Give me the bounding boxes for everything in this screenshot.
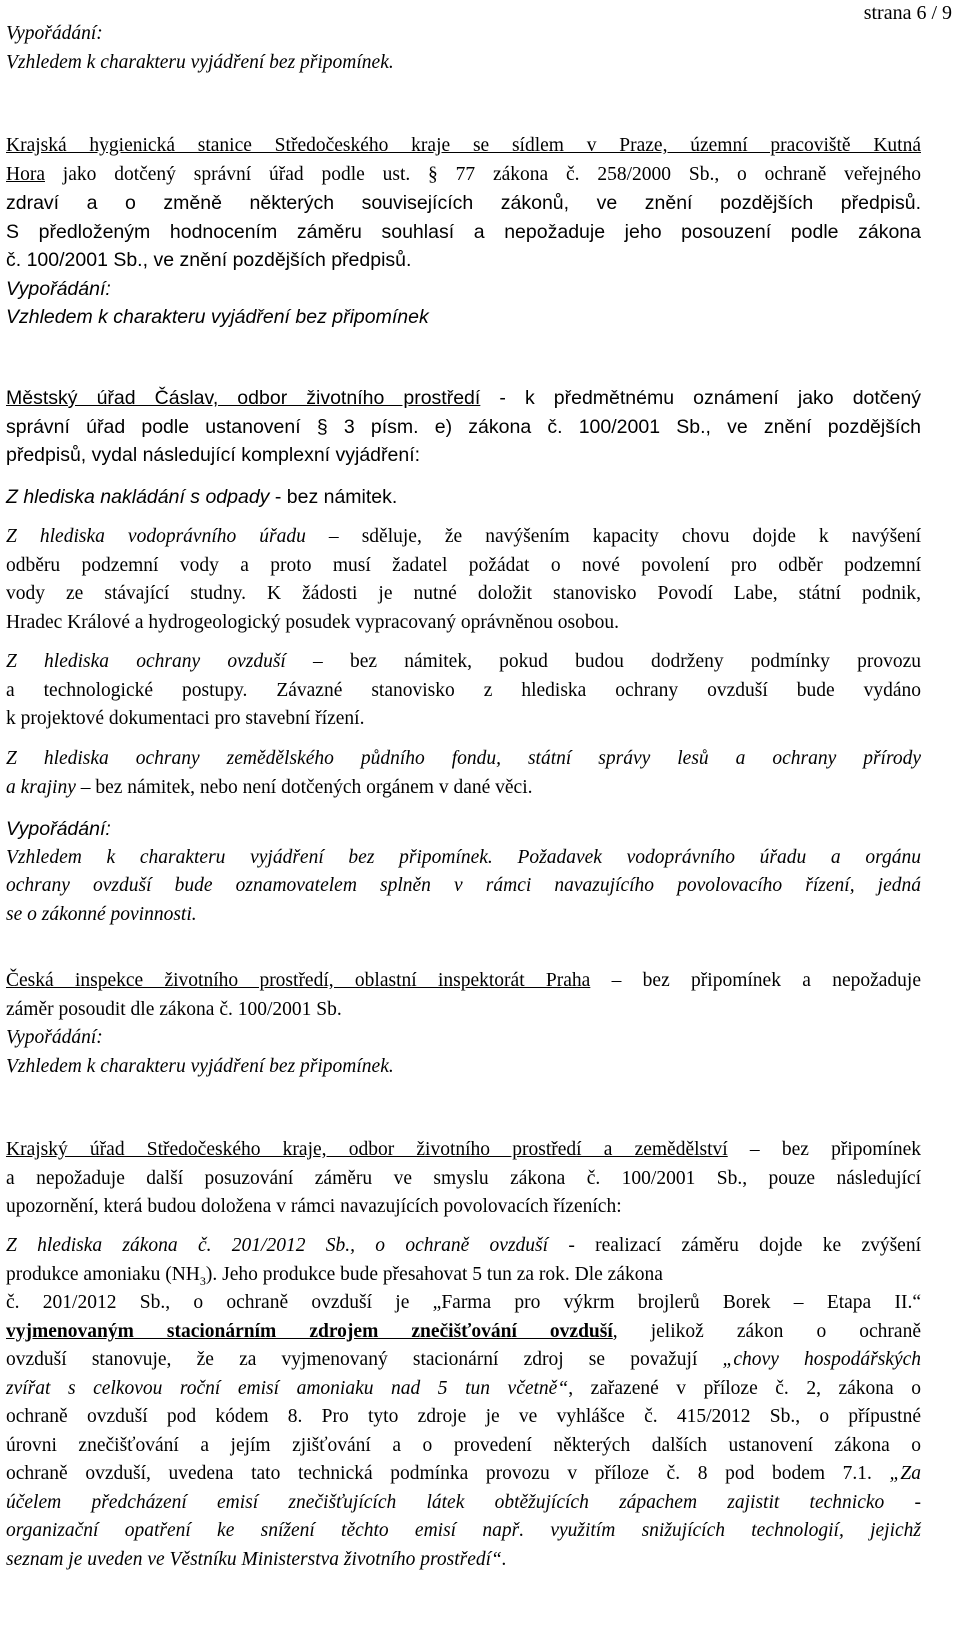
section-settlement-3: Vypořádání: Vzhledem k charakteru vyjádření bez připomínek. Požadavek vodoprávního úřadu a orgánu ochrany ovzduší bude oznamovatelem splněn v rámci navazujícího povolovacího řízení, jedná se o zákonné povinnosti. (6, 815, 921, 929)
authority-name: Krajský úřad Středočeského kraje, odbor životního prostředí a zemědělství (6, 1139, 728, 1160)
section-mu-caslav (6, 384, 921, 470)
authority-name: Krajská hygienická stanice Středočeského kraje se sídlem v Praze, územní pracoviště Kutná (6, 135, 921, 156)
section-ku: Krajský úřad Středočeského kraje, odbor životního prostředí a zemědělství – bez připomínek a nepožaduje další posuzování záměru ve smyslu zákona č. 100/2001 Sb., pouze následující upozornění, která budou doložena v rámci navazujících povolovacích řízeních: (6, 1139, 921, 1217)
settlement-label: Vypořádání: (6, 277, 111, 300)
land-paragraph: Z hlediska ochrany zemědělského půdního fondu, státní správy lesů a ochrany přírody a krajiny – bez námitek, nebo není dotčených orgánem v dané věci. (6, 748, 921, 798)
authority-name: Městský úřad Čáslav, odbor životního prostředí (6, 387, 481, 409)
air-paragraph: Z hlediska ochrany ovzduší – bez námitek, pokud budou dodrženy podmínky provozu a technologické postupy. Závazné stanovisko z hlediska ochrany ovzduší bude vydáno k projektové dokumentaci pro stavební řízení. (6, 651, 921, 729)
section-settlement-1 (6, 20, 921, 77)
section-khs (6, 132, 921, 332)
page-number: strana 6 / 9 (863, 2, 952, 24)
paragraph-line: Hora jako dotčený správní úřad podle ust. § 77 zákona č. 258/2000 Sb., o ochraně veřejného (6, 163, 921, 185)
water-paragraph: Z hlediska vodoprávního úřadu – sděluje, že navýšením kapacity chovu dojde k navýšení odběru podzemní vody a proto musí žadatel požádat o nové povolení pro odběr podzemní vody ze stávající studny. K žádosti je nutné doložit stanovisko Povodí Labe, státní podnik, Hradec Králové a hydrogeologický posudek vypracovaný oprávněnou osobou. (6, 526, 922, 633)
paragraph-line: správní úřad podle ustanovení § 3 písm. e) zákona č. 100/2001 Sb., ve znění pozdějších (6, 415, 921, 438)
paragraph-line: č. 100/2001 Sb., ve znění pozdějších předpisů. (6, 249, 412, 271)
paragraph-line: Městský úřad Čáslav, odbor životního prostředí - k předmětnému oznámení jako dotčený (6, 387, 921, 409)
settlement-label: Vypořádání: (6, 818, 111, 840)
settlement-label: Vypořádání: (6, 23, 103, 44)
settlement-text: Vzhledem k charakteru vyjádření bez připomínek (6, 306, 429, 328)
settlement-text: Vzhledem k charakteru vyjádření bez připomínek. (6, 1055, 394, 1077)
paragraph-line (6, 132, 921, 161)
paragraph-line: zdraví a o změně některých souvisejících zákonů, ve znění pozdějších předpisů. (6, 192, 921, 214)
paragraph-line: S předloženým hodnocením záměru souhlasí a nepožaduje jeho posouzení podle zákona (6, 220, 921, 243)
authority-name-cont: Hora (6, 163, 45, 185)
emphasis-text: vyjmenovaným stacionárním zdrojem znečišťování ovzduší (6, 1320, 613, 1342)
paragraph-line: předpisů, vydal následující komplexní vyjádření: (6, 444, 421, 466)
air-law-paragraph: Z hlediska zákona č. 201/2012 Sb., o ochraně ovzduší - realizací záměru dojde ke zvýšení produkce amoniaku $(NH_3)$. Jeho produkce bude přesahovat 5 tun za rok. Dle zákona č. 201/2012 Sb., o ochraně ovzduší je „Farma pro výkrm brojlerů Borek – Etapa II.“ vyjmenovaným stacionárním zdrojem znečišťování ovzduší, jelikož zákon o ochraně ovzduší stanovuje, že za vyjmenovaný stacionární zdroj se považují „chovy hospodářských zvířat s celkovou roční emisí amoniaku nad 5 tun včetně“, zařazené v příloze č. 2, zákona o ochraně ovzduší pod kódem 8. Pro tyto zdroje je ve vyhlášce č. 415/2012 Sb., o přípustné úrovni znečišťování a jejím zjišťování a o provedení některých dalších ustanovení zákona o ochraně ovzduší, uvedena tato technická podmínka provozu v příloze č. 8 pod bodem 7.1. „Za účelem předcházení emisí znečišťujících látek obtěžujících zápachem zajistit technicko - organizační opatření ke snížení těchto emisí např. využitím snižujících technologií, jejichž seznam je uveden ve Věstníku Ministerstva životního prostředí“. (6, 1235, 922, 1570)
waste-paragraph: Z hlediska nakládání s odpady - bez námitek. (6, 486, 398, 508)
authority-name: Česká inspekce životního prostředí, oblastní inspektorát Praha (6, 970, 591, 991)
settlement-text: Vzhledem k charakteru vyjádření bez připomínek. (6, 51, 394, 73)
section-cizp: Česká inspekce životního prostředí, oblastní inspektorát Praha – bez připomínek a nepožaduje záměr posoudit dle zákona č. 100/2001 Sb. Vypořádání: Vzhledem k charakteru vyjádření bez připomínek. (6, 967, 921, 1081)
settlement-label: Vypořádání: (6, 1027, 103, 1048)
